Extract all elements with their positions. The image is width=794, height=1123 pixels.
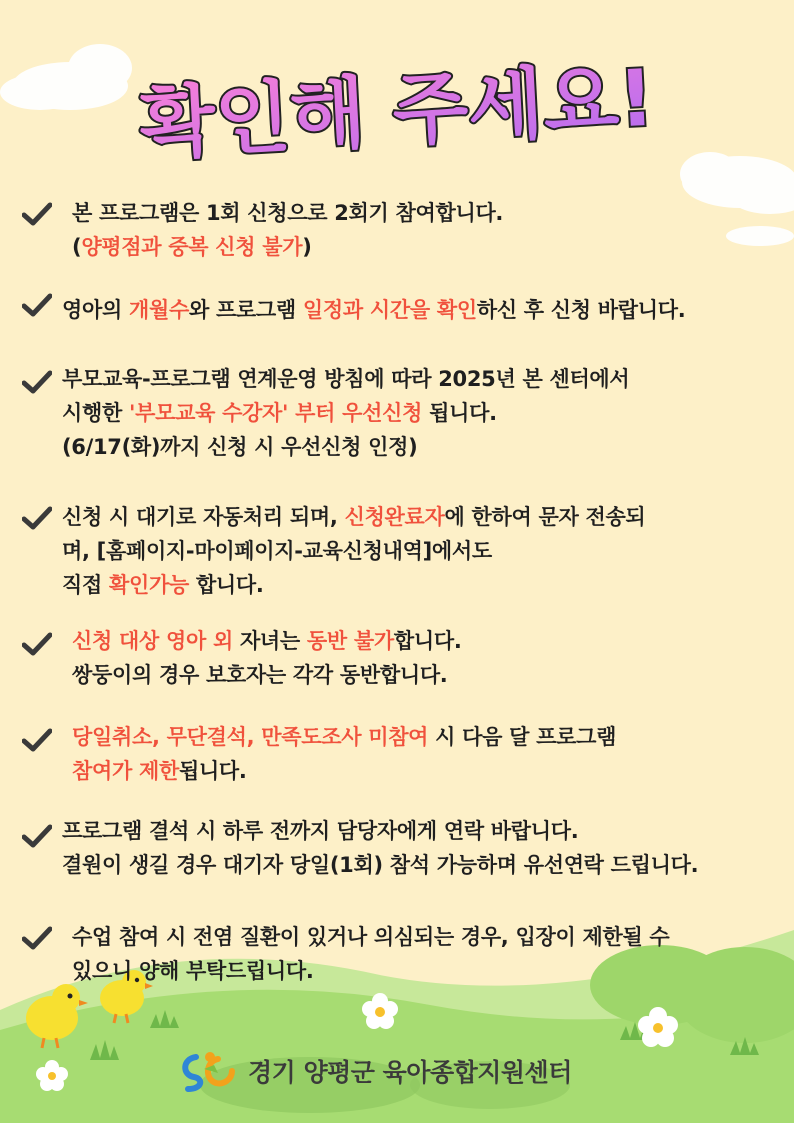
- notice-line: [62, 814, 698, 848]
- body-text: 합니다.: [393, 629, 462, 653]
- notice-line: [62, 848, 698, 882]
- body-text: (6/17(화)까지 신청 시 우선신청 인정): [62, 435, 418, 459]
- notice-line: [72, 196, 503, 230]
- body-text: 시행한: [62, 401, 129, 425]
- notice-line: [72, 954, 669, 988]
- notice-line: [62, 534, 645, 568]
- notice-line: [72, 720, 616, 754]
- notice-line: [62, 396, 629, 430]
- body-text: 있으니 양해 부탁드립니다.: [72, 959, 314, 983]
- checkmark-icon: [22, 926, 52, 950]
- body-text: ): [302, 235, 312, 259]
- highlight-text: 신청 대상 영아 외: [72, 629, 233, 653]
- checkmark-icon: [22, 370, 52, 394]
- body-text: 와 프로그램: [188, 298, 303, 322]
- notice-line: [72, 658, 462, 692]
- notice-line: [72, 754, 616, 788]
- highlight-text: 참여가 제한: [72, 759, 179, 783]
- checkmark-icon: [22, 824, 52, 848]
- body-text: 자녀는: [232, 629, 307, 653]
- checkmark-icon: [22, 506, 52, 530]
- center-logo-icon: [178, 1049, 238, 1093]
- checkmark-icon: [22, 632, 52, 656]
- highlight-text: 일정과 시간을 확인: [302, 298, 477, 322]
- body-text: 직접: [62, 573, 109, 597]
- checkmark-icon: [22, 728, 52, 752]
- body-text: 신청 시 대기로 자동처리 되며,: [62, 505, 345, 529]
- body-text: 됩니다.: [178, 759, 247, 783]
- highlight-text: 신청완료자: [344, 505, 445, 529]
- notice-line: [72, 920, 669, 954]
- highlight-text: 동반 불가: [306, 629, 394, 653]
- body-text: 수업 참여 시 전염 질환이 있거나 의심되는 경우, 입장이 제한될 수: [72, 925, 670, 949]
- body-text: 쌍둥이의 경우 보호자는 각각 동반합니다.: [72, 663, 448, 687]
- highlight-text: 양평점과 중복 신청 불가: [81, 235, 303, 259]
- body-text: 프로그램 결석 시 하루 전까지 담당자에게 연락 바랍니다.: [62, 819, 579, 843]
- body-text: 부모교육-프로그램 연계운영 방침에 따라 2025년 본 센터에서: [62, 367, 630, 391]
- checkmark-icon: [22, 202, 52, 226]
- body-text: 영아의: [62, 298, 129, 322]
- notice-line: [72, 230, 503, 264]
- body-text: 결원이 생길 경우 대기자 당일(1회) 참석 가능하며 유선연락 드립니다.: [62, 853, 699, 877]
- checkmark-icon: [22, 293, 52, 317]
- notice-line: [62, 430, 629, 464]
- body-text: 시 다음 달 프로그램: [428, 725, 617, 749]
- notice-line: [62, 293, 685, 327]
- org-name: 경기 양평군 육아종합지원센터: [248, 1058, 572, 1087]
- notice-line: [62, 362, 629, 396]
- highlight-text: 당일취소, 무단결석, 만족도조사 미참여: [72, 725, 429, 749]
- body-text: 하신 후 신청 바랍니다.: [476, 298, 686, 322]
- notice-line: [62, 500, 645, 534]
- highlight-text: '부모교육 수강자' 부터 우선신청: [128, 401, 423, 425]
- body-text: 에 한하여 문자 전송되: [444, 505, 646, 529]
- page-title: [0, 42, 794, 172]
- notice-line: [72, 624, 462, 658]
- highlight-text: 확인가능: [108, 573, 189, 597]
- body-text: 며, [홈페이지-마이페이지-교육신청내역]에서도: [62, 539, 492, 563]
- body-text: 합니다.: [188, 573, 264, 597]
- title-text: 확인해 주세요!: [137, 53, 657, 171]
- highlight-text: 개월수: [128, 298, 189, 322]
- notice-line: [62, 568, 645, 602]
- body-text: 됩니다.: [422, 401, 497, 425]
- body-text: (: [72, 235, 82, 259]
- footer-logo: [178, 1048, 572, 1094]
- body-text: 본 프로그램은 1회 신청으로 2회기 참여합니다.: [72, 201, 504, 225]
